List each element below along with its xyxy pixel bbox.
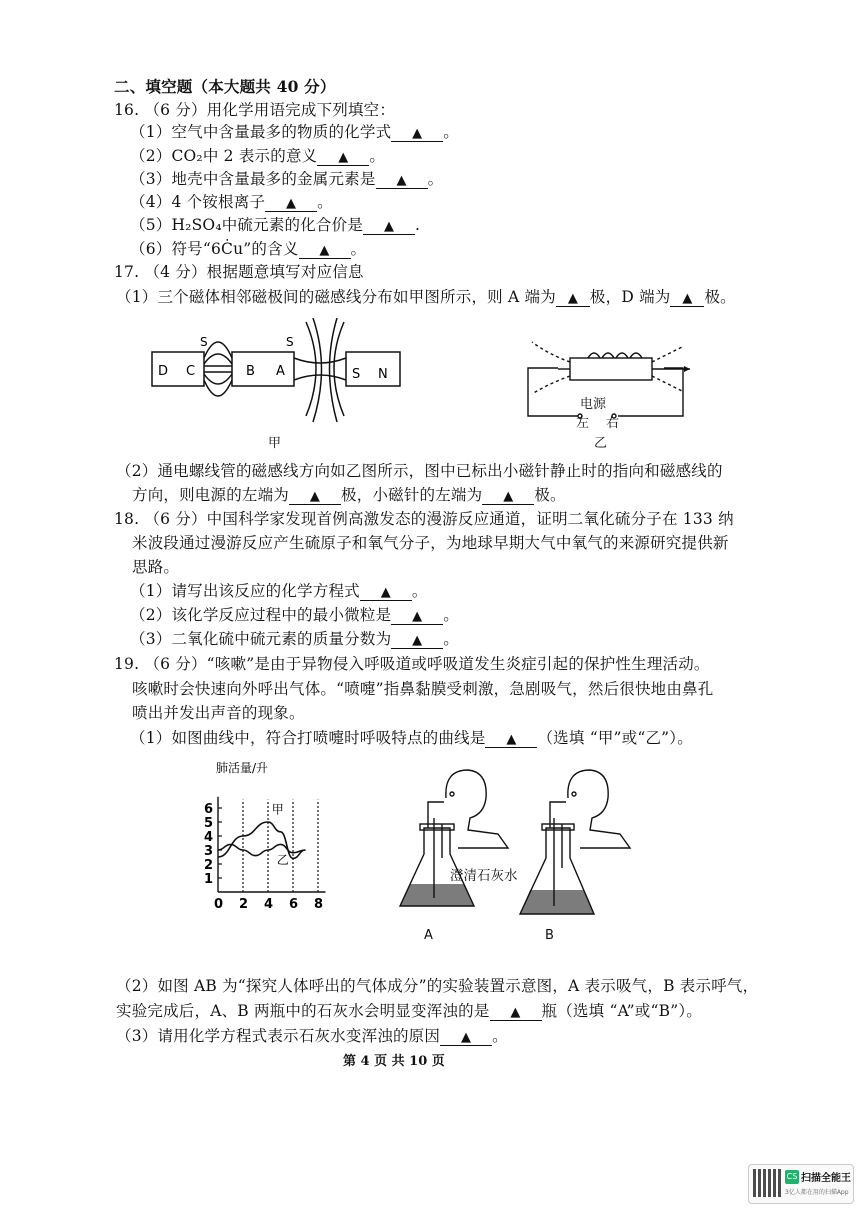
figure-caption-jia: 甲: [268, 436, 282, 451]
pole-label-s-top: S: [200, 335, 208, 349]
q16-item-4: （4）4 个铵根离子 ▲ 。: [130, 193, 333, 211]
answer-blank[interactable]: ▲: [391, 609, 443, 625]
q19-part2-line2: 实验完成后，A、B 两瓶中的石灰水会明显变浑浊的是 ▲ 瓶（选填 “A”或“B”）。: [116, 1002, 702, 1020]
pole-label-s: S: [352, 367, 361, 382]
answer-blank[interactable]: ▲: [317, 150, 369, 166]
x-tick-label: 2: [239, 897, 249, 912]
answer-blank[interactable]: ▲: [556, 291, 590, 307]
series-label-2: 乙: [276, 853, 289, 867]
q16-item-5: （5）H₂SO₄中硫元素的化合价是 ▲ .: [130, 216, 421, 234]
q16-head: 16. （6 分）用化学用语完成下列填空：: [114, 101, 396, 119]
q18-line1: 18. （6 分）中国科学家发现首例高激发态的漫游反应通道，证明二氧化硫分子在 133 纳: [114, 510, 734, 528]
y-tick-label: 2: [204, 858, 214, 873]
power-source-label: 电源: [580, 397, 607, 412]
pole-label-d: D: [158, 364, 169, 379]
q19-part3: （3）请用化学方程式表示石灰水变浑浊的原因 ▲ 。: [116, 1027, 508, 1045]
pole-label-b: B: [246, 364, 255, 379]
x-tick-label: 8: [314, 897, 324, 912]
q19-line2: 咳嗽时会快速向外呼出气体。“喷嚏”指鼻黏膜受刺激，急剧吸气，然后很快地由鼻孔: [132, 680, 714, 698]
answer-blank[interactable]: ▲: [376, 173, 428, 189]
qr-code-icon: [753, 1169, 781, 1197]
x-tick-label: 4: [264, 897, 274, 912]
answer-blank[interactable]: ▲: [391, 633, 443, 649]
answer-blank[interactable]: ▲: [289, 489, 341, 505]
y-tick-label: 1: [204, 872, 214, 887]
left-terminal-label: 左: [576, 416, 590, 431]
q18-item-1: （1）请写出该反应的化学方程式 ▲ 。: [130, 582, 428, 600]
q18-line2: 米波段通过漫游反应产生硫原子和氧气分子，为地球早期大气中氧气的来源研究提供新: [132, 534, 729, 552]
answer-blank[interactable]: ▲: [391, 126, 443, 142]
y-tick-label: 4: [204, 830, 214, 845]
q17-part1: （1）三个磁体相邻磁极间的磁感线分布如甲图所示，则 A 端为 ▲ 极，D 端为 ▲ 极。: [116, 288, 736, 306]
section-title: 二、填空题（本大题共 40 分）: [114, 77, 336, 96]
flask-label-a: A: [424, 928, 433, 943]
q18-item-2: （2）该化学反应过程中的最小微粒是 ▲ 。: [130, 606, 459, 624]
q18-line3: 思路。: [132, 558, 180, 576]
x-tick-label: 0: [214, 897, 224, 912]
magnet-figure: [140, 318, 420, 428]
apparatus-figure: [388, 758, 648, 918]
q16-item-6: （6）符号“6Ċu”的含义 ▲ 。: [130, 240, 367, 258]
q18-item-3: （3）二氧化硫中硫元素的质量分数为 ▲ 。: [130, 630, 459, 648]
answer-blank[interactable]: ▲: [265, 196, 317, 212]
answer-blank[interactable]: ▲: [440, 1030, 492, 1046]
scanner-badge: [748, 1164, 854, 1204]
limewater-label: 澄清石灰水: [450, 868, 518, 884]
q19-part2-line1: （2）如图 AB 为“探究人体呼出的气体成分”的实验装置示意图，A 表示吸气，B 表示呼气，: [116, 977, 759, 995]
q19-part1: （1）如图曲线中，符合打喷嚏时呼吸特点的曲线是 ▲ （选填 “甲”或“乙”）。: [130, 729, 693, 747]
badge-title: 扫描全能王: [801, 1173, 851, 1184]
badge-subtitle: 3亿人都在用的扫描App: [785, 1189, 849, 1196]
right-terminal-label: 右: [606, 416, 620, 431]
answer-blank[interactable]: ▲: [490, 1005, 542, 1021]
flask-label-b: B: [545, 928, 554, 943]
answer-blank[interactable]: ▲: [363, 219, 415, 235]
answer-blank[interactable]: ▲: [482, 489, 534, 505]
camscanner-logo-icon: CS: [785, 1170, 799, 1184]
q16-item-2: （2）CO₂中 2 表示的意义 ▲ 。: [130, 147, 386, 165]
q17-part2-line1: （2）通电螺线管的磁感线方向如乙图所示，图中已标出小磁针静止时的指向和磁感线的: [116, 462, 723, 480]
figure-caption-yi: 乙: [594, 436, 608, 451]
q16-item-3: （3）地壳中含量最多的金属元素是 ▲ 。: [130, 170, 444, 188]
q17-part2-line2: 方向，则电源的左端为 ▲ 极，小磁针的左端为 ▲ 极。: [132, 486, 566, 504]
y-tick-label: 5: [204, 816, 214, 831]
answer-blank[interactable]: ▲: [670, 291, 704, 307]
chart-ylabel: 肺活量/升: [216, 761, 269, 775]
pole-label-s-top2: S: [286, 335, 294, 349]
y-tick-label: 3: [204, 844, 214, 859]
q16-item-1: （1）空气中含量最多的物质的化学式 ▲ 。: [130, 123, 459, 141]
x-tick-label: 6: [289, 897, 299, 912]
y-tick-label: 6: [204, 802, 214, 817]
lung-capacity-chart: [196, 758, 346, 918]
pole-label-n: N: [378, 367, 388, 382]
answer-blank[interactable]: ▲: [485, 732, 537, 748]
series-label-1: 甲: [271, 802, 284, 817]
q17-head: 17. （4 分）根据题意填写对应信息: [114, 263, 364, 281]
q19-line3: 喷出并发出声音的现象。: [132, 704, 305, 722]
pole-label-a: A: [276, 364, 285, 379]
answer-blank[interactable]: ▲: [299, 243, 351, 259]
page-footer: 第 4 页 共 10 页: [343, 1054, 445, 1069]
answer-blank[interactable]: ▲: [360, 585, 412, 601]
q19-line1: 19. （6 分）“咳嗽”是由于异物侵入呼吸道或呼吸道发生炎症引起的保护性生理活动。: [114, 655, 710, 673]
pole-label-c: C: [186, 364, 196, 379]
